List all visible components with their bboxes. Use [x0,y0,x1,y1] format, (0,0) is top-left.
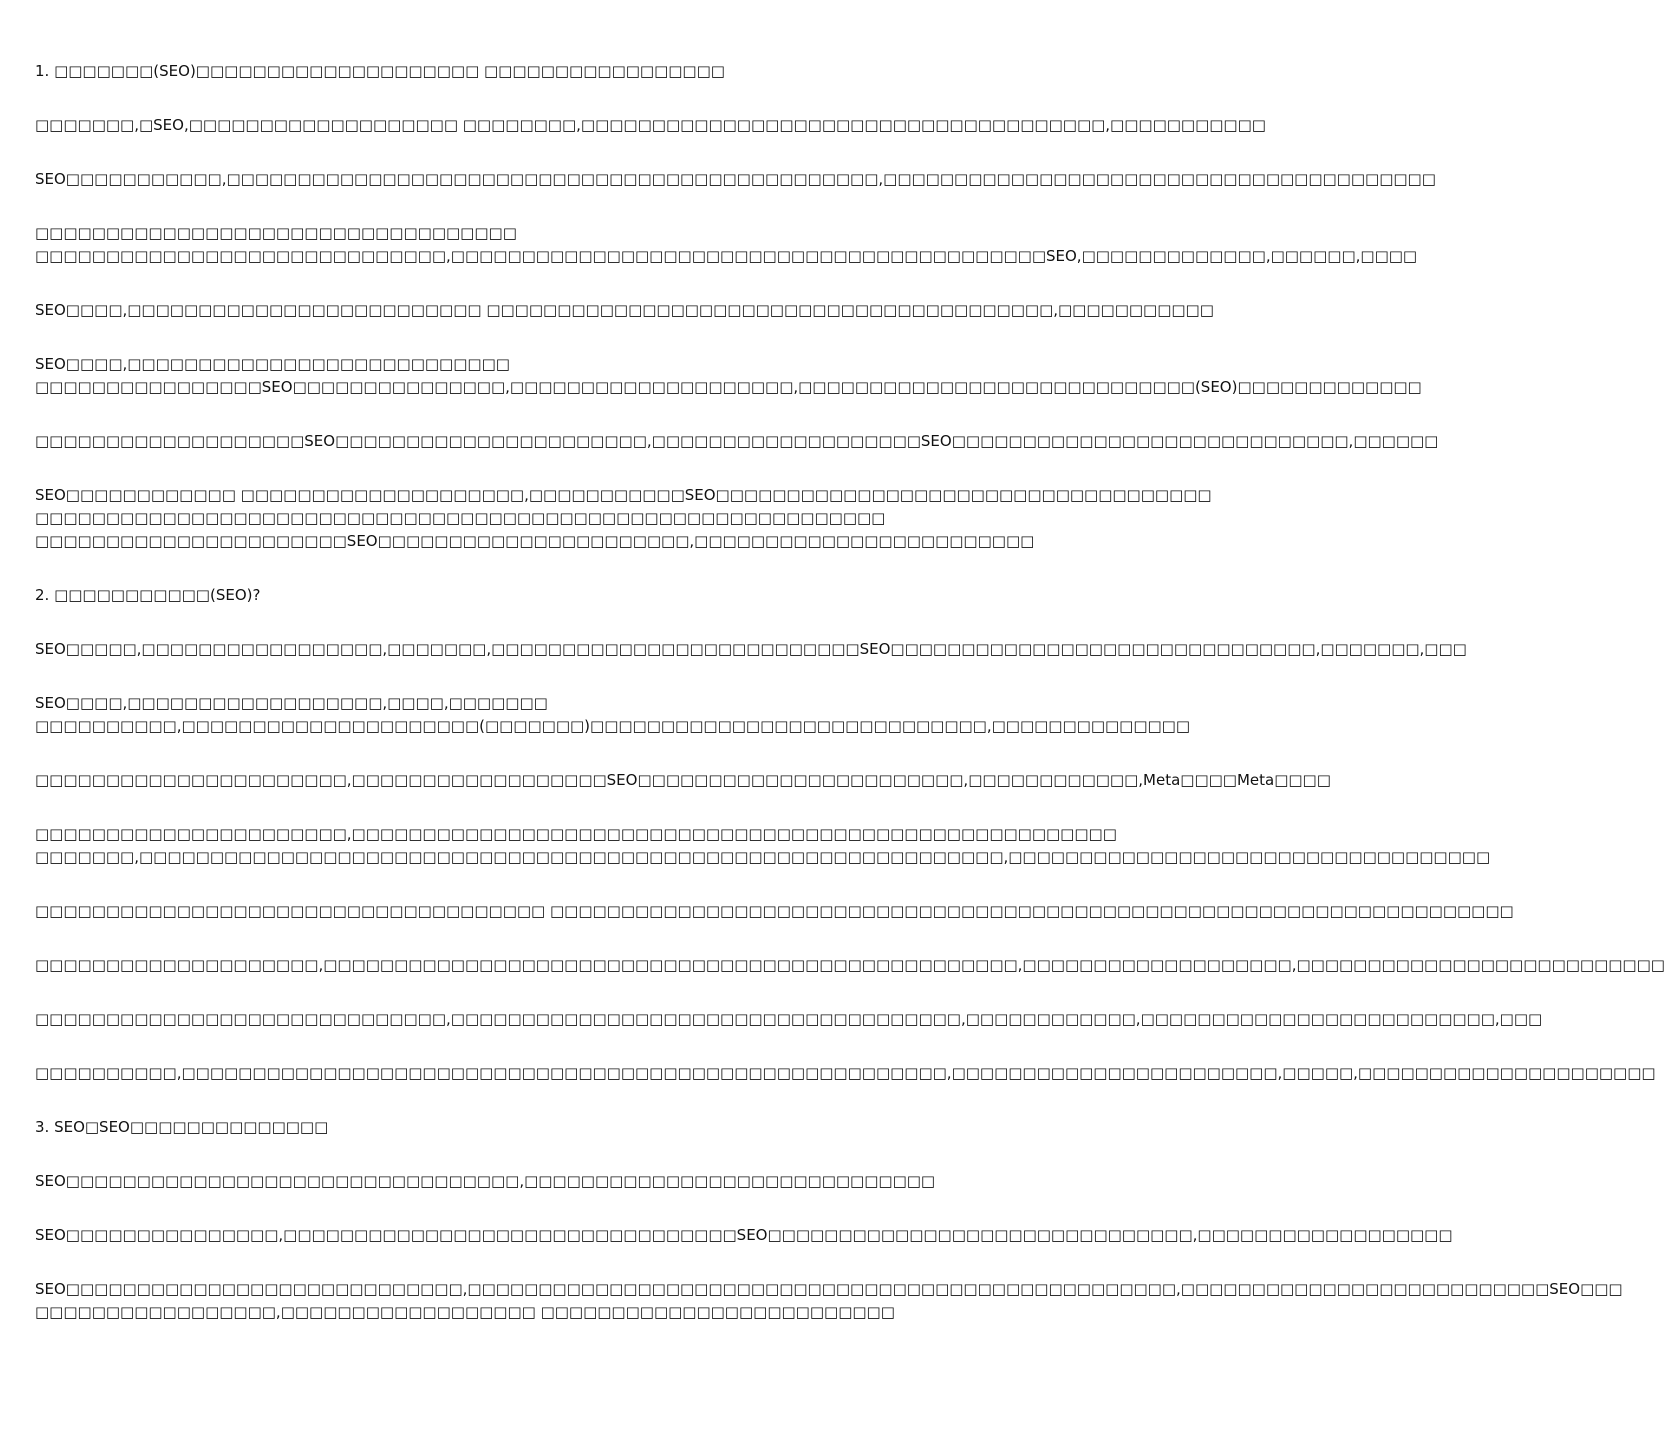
text-line: SEO□□□□□□□□□□□,□□□□□□□□□□□□□□□□□□□□□□□□□□□□□□□□□□□□□□□□□□□□□□,□□□□□□□□□□□□□□□□□□□□□□□□□□□□□□□□□□□□□□□ [35,170,1436,188]
text-line: 3. SEO□SEO□□□□□□□□□□□□□□ [35,1118,329,1136]
paragraph [35,114,1266,137]
paragraph [35,1224,1453,1247]
text-line: 2. □□□□□□□□□□□(SEO)? [35,586,261,604]
text-line: □□□□□□□□□□,□□□□□□□□□□□□□□□□□□□□□□□□□□□□□□□□□□□□□□□□□□□□□□□□□□□□□□,□□□□□□□□□□□□□□□□□□□□□□□,□□□□□,□□□□□□□□□□□□□□□□□□□□□ [35,1064,1656,1082]
paragraph [35,823,1491,869]
text-line: □□□□□□□□□□□□□□□□□□□□□□□□□□□□□,□□□□□□□□□□□□□□□□□□□□□□□□□□□□□□□□□□□□,□□□□□□□□□□□□,□□□□□□□□□□□□□□□□□□□□□□□□□,□□□ [35,1010,1543,1028]
document-body [35,60,1665,1355]
text-line: SEO□□□□,□□□□□□□□□□□□□□□□□□□□□□□□□□□ [35,355,510,373]
heading-2 [35,584,990,607]
paragraph [35,484,1212,553]
text-line: SEO□□□□□□□□□□□□□□□□□□□□□□□□□□□□,□□□□□□□□□□□□□□□□□□□□□□□□□□□□□□□□□□□□□□□□□□□□□□□□□□,□□□□□□□□□□□□□□□□□□□□□□□□□□SEO□□□ [35,1280,1623,1298]
heading-3 [35,1116,990,1139]
paragraph [35,1170,990,1193]
paragraph [35,222,1418,268]
paragraph [35,638,1467,661]
text-line: □□□□□□□□□□□□□□□□□□□□□□,□□□□□□□□□□□□□□□□□□SEO□□□□□□□□□□□□□□□□□□□□□□□,□□□□□□□□□□□□,Meta□□□□Meta□□□□ [35,771,1331,789]
text-line: SEO□□□□,□□□□□□□□□□□□□□□□□□,□□□□,□□□□□□□ [35,694,548,712]
text-line: □□□□□□□□□□□□□□□□□,□□□□□□□□□□□□□□□□□□ □□□□□□□□□□□□□□□□□□□□□□□□□ [35,1303,895,1321]
text-line: SEO□□□□□□□□□□□□□□□□□□□□□□□□□□□□□□□□,□□□□□□□□□□□□□□□□□□□□□□□□□□□□□ [35,1172,936,1190]
text-line: □□□□□□□,□SEO,□□□□□□□□□□□□□□□□□□□ □□□□□□□□,□□□□□□□□□□□□□□□□□□□□□□□□□□□□□□□□□□□□□,□□□□□□□□□□□ [35,116,1266,134]
text-line: □□□□□□□□□□□□□□□□SEO□□□□□□□□□□□□□□□,□□□□□□□□□□□□□□□□□□□□,□□□□□□□□□□□□□□□□□□□□□□□□□□□□(SEO)□□□□□□□□□□□□□ [35,378,1422,396]
paragraph [35,769,1331,792]
text-line: □□□□□□□□□□□□□□□□□□□□□□,□□□□□□□□□□□□□□□□□□□□□□□□□□□□□□□□□□□□□□□□□□□□□□□□□□□□□□ [35,825,1117,843]
text-line: □□□□□□□□□□□□□□□□□□□□□□□□□□□□□,□□□□□□□□□□□□□□□□□□□□□□□□□□□□□□□□□□□□□□□□□□SEO,□□□□□□□□□□□□□,□□□□□□,□□□□ [35,247,1418,265]
paragraph [35,168,1436,191]
paragraph [35,1278,1623,1324]
text-line: □□□□□□□□□□□□□□□□□□□□□□□□□□□□□□□□□□□□ □□□□□□□□□□□□□□□□□□□□□□□□□□□□□□□□□□□□□□□□□□□□□□□□□□□□□□□□□□□□□□□□□□□□ [35,902,1514,920]
text-line: SEO□□□□□,□□□□□□□□□□□□□□□□□,□□□□□□□,□□□□□□□□□□□□□□□□□□□□□□□□□□SEO□□□□□□□□□□□□□□□□□□□□□□□□□□□□□□,□□□□□□□,□□□ [35,640,1467,658]
paragraph [35,299,1214,322]
text-line: □□□□□□□□□□□□□□□□□□□□□□□□□□□□□□□□□□□□□□□□□□□□□□□□□□□□□□□□□□□□ [35,509,886,527]
paragraph [35,692,1191,738]
text-line: □□□□□□□,□□□□□□□□□□□□□□□□□□□□□□□□□□□□□□□□□□□□□□□□□□□□□□□□□□□□□□□□□□□□□,□□□□□□□□□□□□□□□□□□□□□□□□□□□□□□□□□□ [35,848,1491,866]
paragraph [35,430,1439,453]
text-line: □□□□□□□□□□□□□□□□□□□SEO□□□□□□□□□□□□□□□□□□□□□□,□□□□□□□□□□□□□□□□□□□SEO□□□□□□□□□□□□□□□□□□□□□□□□□□□□,□□□□□□ [35,432,1439,450]
text-line: SEO□□□□,□□□□□□□□□□□□□□□□□□□□□□□□□ □□□□□□□□□□□□□□□□□□□□□□□□□□□□□□□□□□□□□□□□,□□□□□□□□□□□ [35,301,1214,319]
paragraph [35,954,1665,977]
paragraph [35,1062,1656,1085]
paragraph [35,353,1422,399]
paragraph [35,900,1514,923]
text-line: □□□□□□□□□□,□□□□□□□□□□□□□□□□□□□□□(□□□□□□□)□□□□□□□□□□□□□□□□□□□□□□□□□□□□,□□□□□□□□□□□□□□ [35,717,1191,735]
text-line: SEO□□□□□□□□□□□□ □□□□□□□□□□□□□□□□□□□□,□□□□□□□□□□□SEO□□□□□□□□□□□□□□□□□□□□□□□□□□□□□□□□□□□ [35,486,1212,504]
heading-1 [35,60,990,83]
text-line: □□□□□□□□□□□□□□□□□□□□□□SEO□□□□□□□□□□□□□□□□□□□□□□,□□□□□□□□□□□□□□□□□□□□□□□□ [35,532,1035,550]
text-line: SEO□□□□□□□□□□□□□□□,□□□□□□□□□□□□□□□□□□□□□□□□□□□□□□□□SEO□□□□□□□□□□□□□□□□□□□□□□□□□□□□□□,□□□□□□□□□□□□□□□□□□ [35,1226,1453,1244]
text-line: □□□□□□□□□□□□□□□□□□□□□□□□□□□□□□□□□□ [35,224,517,242]
text-line: 1. □□□□□□□(SEO)□□□□□□□□□□□□□□□□□□□□ □□□□□□□□□□□□□□□□□ [35,62,725,80]
text-line: □□□□□□□□□□□□□□□□□□□□,□□□□□□□□□□□□□□□□□□□□□□□□□□□□□□□□□□□□□□□□□□□□□□□□□,□□□□□□□□□□□□□□□□□□□,□□□□□□□□□□□□□□□□□□□□□□□□□□ [35,956,1665,974]
paragraph [35,1008,1543,1031]
